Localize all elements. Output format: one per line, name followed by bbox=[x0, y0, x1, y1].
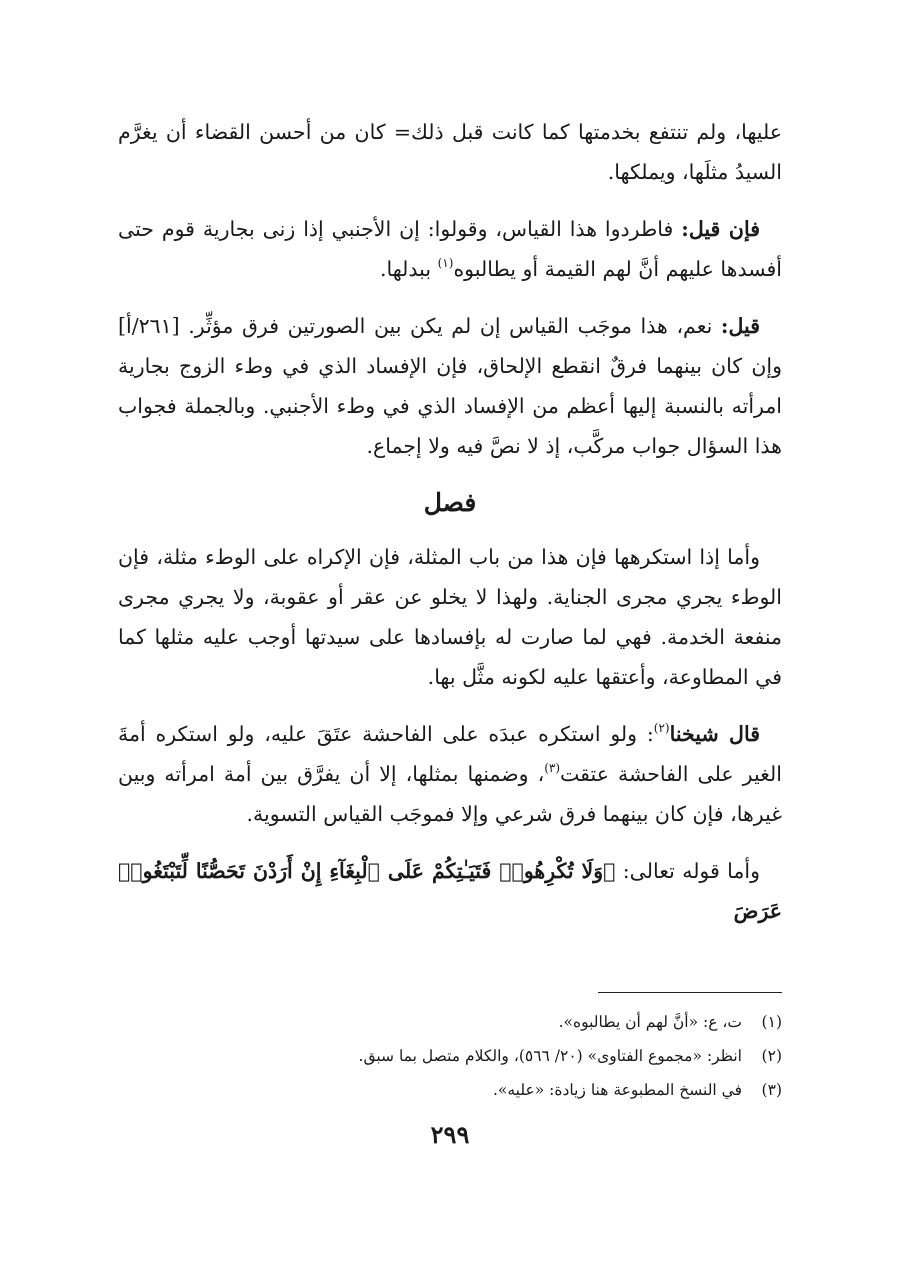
quran-verse: ﴿وَلَا تُكْرِهُوا۟ فَتَيَـٰتِكُمْ عَلَى ٱلْبِغَآءِ إِنْ أَرَدْنَ تَحَصُّنًا لِّتَبْتَغُوا۟ عَرَضَ bbox=[118, 859, 782, 923]
footnote-text: انظر: «مجموع الفتاوى» (٢٠/ ٥٦٦)، والكلام متصل بما سبق. bbox=[358, 1047, 742, 1065]
paragraph-2-text-b: ببدلها. bbox=[379, 257, 438, 281]
footnote-text: في النسخ المطبوعة هنا زيادة: «عليه». bbox=[492, 1081, 742, 1099]
paragraph-2-lead: فإن قيل: bbox=[681, 217, 760, 241]
paragraph-3-lead: قيل: bbox=[720, 314, 760, 338]
paragraph-5 bbox=[118, 714, 782, 834]
paragraph-1-text: عليها، ولم تنتفع بخدمتها كما كانت قبل ذلك= كان من أحسن القضاء أن يغرَّم السيدُ مثلَها، ويملكها. bbox=[118, 120, 782, 184]
paragraph-4 bbox=[118, 537, 782, 697]
paragraph-3-text: نعم، هذا موجَب القياس إن لم يكن بين الصورتين فرق مؤثِّر. [٢٦١/أ] وإن كان بينهما فرقٌ انقطع الإلحاق، فإن الإفساد الذي في وطء الزوج بجارية امرأته بالنسبة إليها أعظم من الإفساد الذي في وطء الأجنبي. وبالجملة فجواب هذا السؤال جواب مركَّب، إذ لا نصَّ فيه ولا إجماع. bbox=[118, 314, 782, 458]
paragraph-5-text-a: : ولو استكره عبدَه على الفاحشة عتَقَ عليه، ولو استكره أمةَ الغير على الفاحشة عتقت bbox=[118, 722, 782, 786]
footnote-1 bbox=[118, 1005, 782, 1039]
footnote-number: (٢) bbox=[761, 1047, 782, 1065]
paragraph-1 bbox=[118, 112, 782, 192]
footnotes bbox=[118, 1005, 782, 1107]
footnote-ref-2[interactable]: (٢) bbox=[653, 721, 670, 735]
paragraph-2-text-a: فاطردوا هذا القياس، وقولوا: إن الأجنبي إذا زنى بجارية قوم حتى أفسدها عليهم أنَّ لهم القيمة أو يطالبوه bbox=[118, 217, 782, 281]
paragraph-5-lead: قال شيخنا bbox=[669, 722, 760, 746]
footnote-number: (١) bbox=[761, 1013, 782, 1031]
footnote-divider bbox=[598, 992, 782, 993]
paragraph-5-text-b: ، وضمنها بمثلها، إلا أن يفرَّق بين أمة امرأته وبين غيرها، فإن كان بينهما فرق شرعي وإلا فموجَب القياس التسوية. bbox=[118, 762, 782, 826]
footnote-number: (٣) bbox=[761, 1081, 782, 1099]
footnote-2 bbox=[118, 1039, 782, 1073]
paragraph-6 bbox=[118, 851, 782, 931]
main-text bbox=[118, 112, 782, 948]
paragraph-2 bbox=[118, 209, 782, 289]
paragraph-4-text: وأما إذا استكرهها فإن هذا من باب المثلة، فإن الإكراه على الوطء مثلة، فإن الوطء يجري مجرى الجناية. ولهذا لا يخلو عن عقر أو عقوبة، ولا يجري مجرى منفعة الخدمة. فهي لما صارت له بإفسادها على سيدتها أوجب عليه مثلها كما في المطاوعة، وأعتقها عليه لكونه مثَّل بها. bbox=[118, 545, 782, 689]
footnote-ref-3[interactable]: (٣) bbox=[544, 761, 561, 775]
paragraph-3 bbox=[118, 306, 782, 466]
footnote-text: ت، ع: «أنَّ لهم أن يطالبوه». bbox=[558, 1013, 742, 1031]
page-number: ٢٩٩ bbox=[430, 1120, 470, 1149]
footnote-3 bbox=[118, 1073, 782, 1107]
section-heading: فصل bbox=[423, 488, 477, 517]
footnote-ref-1[interactable]: (١) bbox=[437, 256, 454, 270]
paragraph-6-text: وأما قوله تعالى: bbox=[615, 859, 760, 883]
